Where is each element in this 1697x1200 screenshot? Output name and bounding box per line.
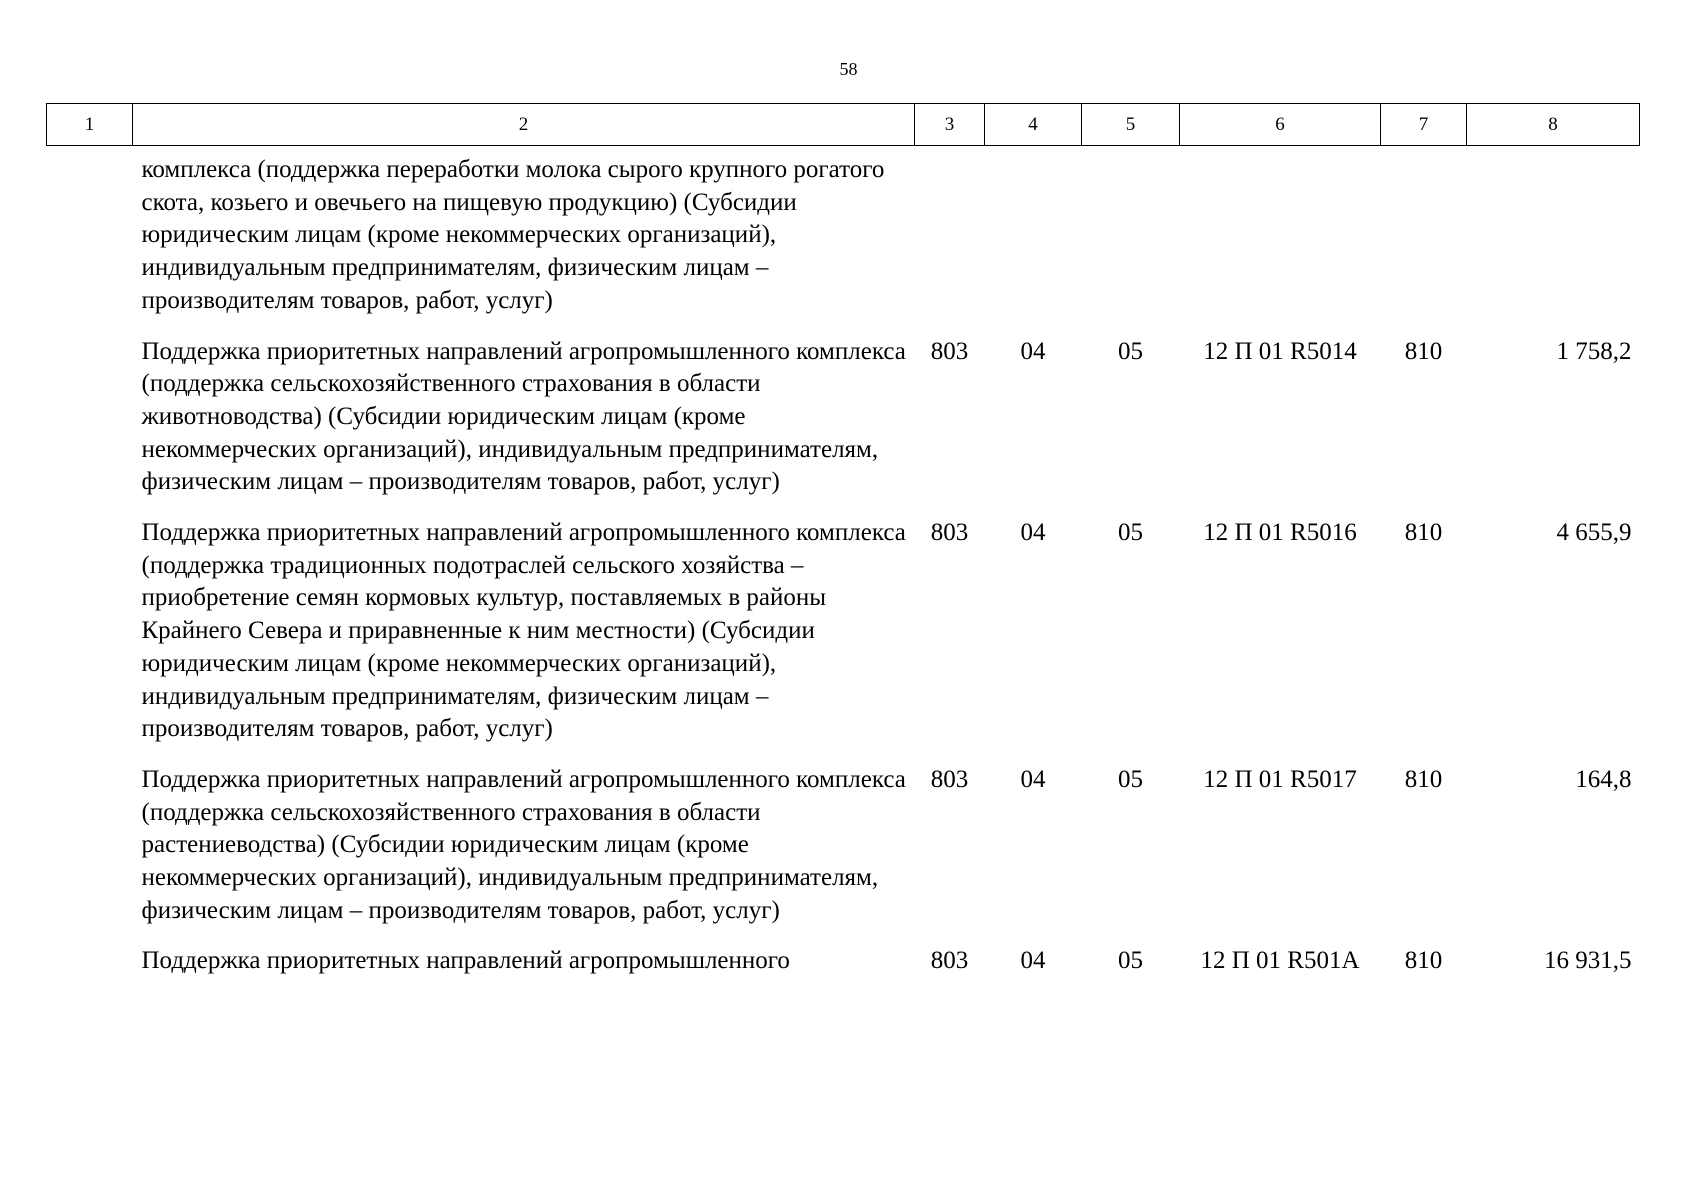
row-number-cell xyxy=(47,336,133,518)
amount: 16 931,5 xyxy=(1544,947,1632,975)
table-row xyxy=(47,945,1640,996)
column-header-6: 6 xyxy=(1180,104,1381,146)
subsection-code: 05 xyxy=(1118,519,1143,547)
column-number-header-row xyxy=(47,104,1640,146)
column-header-3: 3 xyxy=(915,104,985,146)
subsection-code: 05 xyxy=(1118,947,1143,975)
expense-name: Поддержка приоритетных направлений агропромышленного комплекса (поддержка традиционных подотраслей сельского хозяйства – приобретение семян кормовых культур, поставляемых в районы Крайнего Севера и приравненные к ним местности) (Субсидии юридическим лицам (кроме некоммерческих организаций), индивидуальным предпринимателям, физическим лицам – производителям товаров, работ, услуг) xyxy=(141,519,906,743)
amount: 164,8 xyxy=(1575,765,1632,793)
ministry-code: 803 xyxy=(930,519,969,547)
section-code: 04 xyxy=(1020,765,1046,793)
target-article-code: 12 П 01 R5016 xyxy=(1203,519,1357,547)
ministry-code: 803 xyxy=(930,337,969,365)
target-article-code: 12 П 01 R5017 xyxy=(1203,765,1357,793)
table-row xyxy=(47,336,1640,518)
subsection-code: 05 xyxy=(1118,337,1143,365)
section-code: 04 xyxy=(1020,947,1046,975)
row-number-cell xyxy=(47,945,133,996)
expense-name: Поддержка приоритетных направлений агропромышленного xyxy=(141,947,790,975)
expense-name: Поддержка приоритетных направлений агропромышленного комплекса (поддержка сельскохозяйственного страхования в области животноводства) (Субсидии юридическим лицам (кроме некоммерческих организаций), индивидуальным предпринимателям, физическим лицам – производителям товаров, работ, услуг) xyxy=(141,337,906,496)
amount: 1 758,2 xyxy=(1556,337,1632,365)
expense-type-code: 810 xyxy=(1404,519,1443,547)
ministry-code: 803 xyxy=(930,947,969,975)
column-header-4: 4 xyxy=(985,104,1082,146)
table-row xyxy=(47,517,1640,764)
column-header-2: 2 xyxy=(133,104,915,146)
section-code xyxy=(985,146,1082,336)
column-header-5: 5 xyxy=(1082,104,1180,146)
expense-type-code xyxy=(1381,146,1467,336)
expense-name: Поддержка приоритетных направлений агропромышленного комплекса (поддержка сельскохозяйственного страхования в области растениеводства) (Субсидии юридическим лицам (кроме некоммерческих организаций), индивидуальным предпринимателям, физическим лицам – производителям товаров, работ, услуг) xyxy=(141,765,906,924)
expense-type-code: 810 xyxy=(1404,337,1443,365)
subsection-code xyxy=(1082,146,1180,336)
expense-name: комплекса (поддержка переработки молока сырого крупного рогатого скота, козьего и овечьего на пищевую продукцию) (Субсидии юридическим лицам (кроме некоммерческих организаций), индивидуальным предпринимателям, физическим лицам – производителям товаров, работ, услуг) xyxy=(141,156,885,314)
expense-type-code: 810 xyxy=(1404,765,1443,793)
table-row xyxy=(47,764,1640,946)
amount xyxy=(1467,146,1640,336)
row-number-cell xyxy=(47,146,133,336)
column-header-7: 7 xyxy=(1381,104,1467,146)
section-code: 04 xyxy=(1020,519,1046,547)
row-number-cell xyxy=(47,764,133,946)
ministry-code xyxy=(915,146,985,336)
page-number: 58 xyxy=(839,59,858,79)
row-number-cell xyxy=(47,517,133,764)
subsection-code: 05 xyxy=(1118,765,1143,793)
amount: 4 655,9 xyxy=(1556,519,1632,547)
ministry-code: 803 xyxy=(930,765,969,793)
target-article-code: 12 П 01 R5014 xyxy=(1203,337,1357,365)
expense-type-code: 810 xyxy=(1404,947,1443,975)
target-article-code: 12 П 01 R501А xyxy=(1200,947,1360,975)
column-header-8: 8 xyxy=(1467,104,1640,146)
budget-table xyxy=(46,103,1640,996)
table-row xyxy=(47,146,1640,336)
section-code: 04 xyxy=(1020,337,1046,365)
column-header-1: 1 xyxy=(47,104,133,146)
target-article-code xyxy=(1180,146,1381,336)
